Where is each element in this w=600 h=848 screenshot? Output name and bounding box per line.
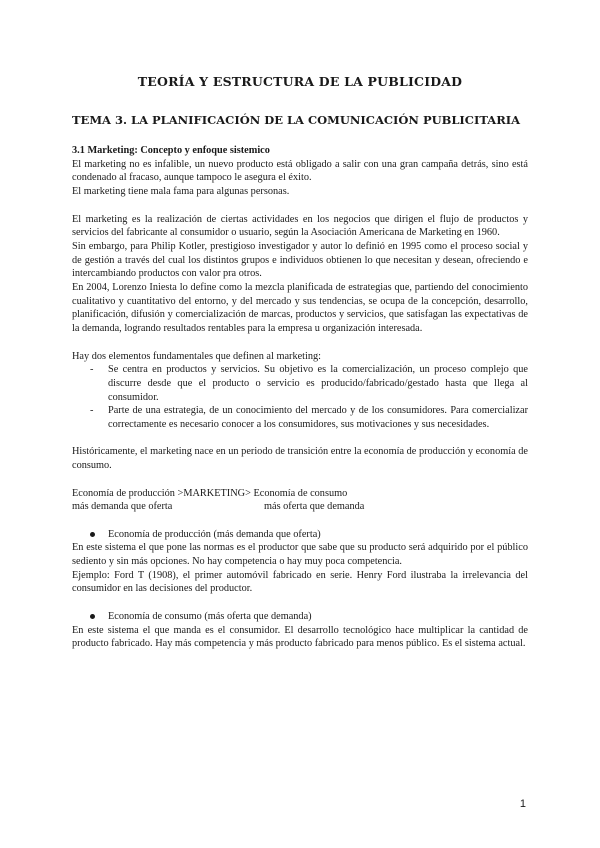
paragraph: En este sistema el que pone las normas es el productor que sabe que su producto será adquirido por el público sediento y sin más opciones. No hay competencia o hay muy poca competencia. xyxy=(72,542,528,568)
dash-marker: - xyxy=(90,405,94,417)
bullet-dot-icon xyxy=(90,614,95,619)
list-item-text: Parte de una estrategia, de un conocimiento del mercado y de los consumidores. Para comercializar correctamente es necesario conocer a los consumidores, sus motivaciones y sus necesidades. xyxy=(108,405,528,431)
paragraph: Hay dos elementos fundamentales que definen al marketing: xyxy=(72,350,322,362)
paragraph: Históricamente, el marketing nace en un periodo de transición entre la economía de producción y economía de consumo. xyxy=(72,446,528,472)
bullet-title: Economía de consumo (más oferta que demanda) xyxy=(108,610,312,622)
paragraph: En este sistema el que manda es el consumidor. El desarrollo tecnológico hace multiplicar la cantidad de producto fabricado. Hay más competencia y más producto fabricado para menos público. Es el sistema actual. xyxy=(72,624,528,650)
bullet-item xyxy=(72,528,528,542)
list-item xyxy=(84,404,528,431)
paragraph: El marketing es la realización de ciertas actividades en los negocios que dirigen el flujo de productos y servicios del fabricante al consumidor o usuario, según la Asociación Americana de Marketing en 1960. xyxy=(72,213,528,239)
bullet-item xyxy=(72,610,528,624)
flow-labels xyxy=(72,500,528,514)
list-item xyxy=(84,363,528,404)
paragraph: En 2004, Lorenzo Iniesta lo define como la mezcla planificada de estrategias que, partiendo del conocimiento cualitativo y cuantitativo del entorno, y del mercado y sus tendencias, se ocupa de la concepción, desarrollo, planificación, difusión y comercialización de marcas, productos y servicios, que satisfagan las expectativas de la demanda, logrando resultados rentables para la empresa u organización interesada. xyxy=(72,282,528,335)
document-title: TEORÍA Y ESTRUCTURA DE LA PUBLICIDAD xyxy=(137,74,463,89)
flow-left-label: más demanda que oferta xyxy=(72,501,173,513)
paragraph: El marketing tiene mala fama para algunas personas. xyxy=(72,186,290,198)
dash-marker: - xyxy=(90,364,94,376)
bullet-title: Economía de producción (más demanda que oferta) xyxy=(108,528,321,540)
paragraph: Ejemplo: Ford T (1908), el primer automóvil fabricado en serie. Henry Ford ilustraba la irrelevancia del consumidor en las decisiones del productor. xyxy=(72,569,528,595)
subsection-title: 3.1 Marketing: Concepto y enfoque sistemico xyxy=(72,145,270,156)
document-body xyxy=(72,144,528,651)
dash-list xyxy=(72,363,528,432)
page-number: 1 xyxy=(519,798,526,810)
paragraph: Sin embargo, para Philip Kotler, prestigioso investigador y autor lo definió en 1995 como el proceso social y de gestión a través del cual los distintos grupos e individuos obtienen lo que necesitan y desean, ofreciendo e intercambiando productos con valor pra otros. xyxy=(72,240,528,280)
section-title: TEMA 3. LA PLANIFICACIÓN DE LA COMUNICACIÓN PUBLICITARIA xyxy=(72,113,521,127)
paragraph: El marketing no es infalible, un nuevo producto está obligado a salir con una gran campaña detrás, sino está condenado al fracaso, aunque tampoco le asegura el éxito. xyxy=(72,158,528,184)
flow-line: Economía de producción >MARKETING> Economía de consumo xyxy=(72,487,348,499)
bullet-dot-icon xyxy=(90,532,95,537)
flow-right-label: más oferta que demanda xyxy=(264,501,365,513)
list-item-text: Se centra en productos y servicios. Su objetivo es la comercialización, un proceso complejo que discurre desde que el producto o servicio es producido/fabricado/gestado hasta que llega al consumidor. xyxy=(108,364,528,403)
